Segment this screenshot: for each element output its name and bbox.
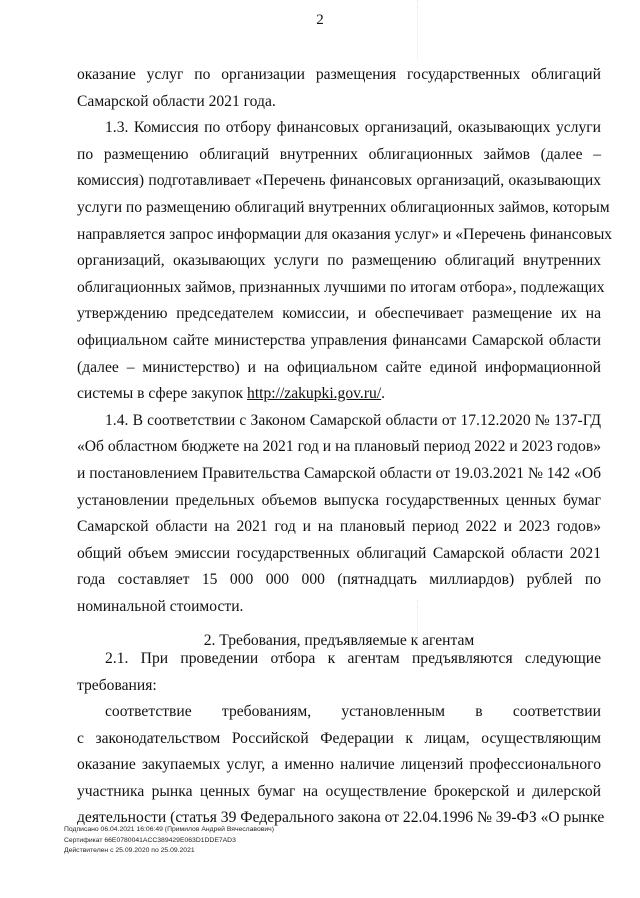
paragraph-block-2 [77,646,601,699]
scan-margin-mark [417,0,418,60]
text-line: организаций, оказывающих услуги по размещению облигаций внутренних [77,252,601,270]
section-title: 2. Требования, предъявляемые к агентам [203,632,475,650]
text-line: года составляет 15 000 000 000 (пятнадцать миллиардов) рублей по [77,571,601,589]
signature-validity-line: Действителен с 25.09.2020 по 25.09.2021 [64,847,195,854]
text-fragment: системы в сфере закупок [77,385,248,403]
text-line [77,381,601,408]
text-line: с законодательством Российской Федерации к лицам, осуществляющим [77,729,601,747]
text-line: по размещению облигаций внутренних облигационных займов (далее – [77,145,601,163]
text-line: Самарской области на 2021 год и на плановый период 2022 и 2023 годов» [77,518,601,536]
text-line: общий объем эмиссии государственных облигаций Самарской области 2021 [77,544,601,562]
paragraph-block-3 [77,699,605,832]
page-number: 2 [316,12,324,28]
text-line: установлении предельных объемов выпуска государственных ценных бумаг [77,491,601,509]
zakupki-link[interactable]: http://zakupki.gov.ru/ [247,385,382,403]
text-line: 1.4. В соответствии с Законом Самарской области от 17.12.2020 № 137-ГД [105,411,601,429]
text-line: (далее – министерство) и на официальном сайте единой информационной [77,358,601,376]
text-line: оказание закупаемых услуг, а именно наличие лицензий профессионального [77,756,601,774]
text-line: Самарской области 2021 года. [77,92,276,110]
digital-signature-stamp [64,825,274,857]
text-line: участника рынка ценных бумаг на осуществление брокерской и дилерской [77,782,601,800]
text-line: 1.3. Комиссия по отбору финансовых организаций, оказывающих услуги [105,119,601,137]
text-line: и постановлением Правительства Самарской области от 19.03.2021 № 142 «Об [77,464,602,482]
signature-signed-line: Подписано 06.04.2021 16:06:49 (Примилов Андрей Вячеславович) [64,826,274,833]
text-line: деятельности (статья 39 Федерального закона от 22.04.1996 № 39-ФЗ «О рынке [77,809,605,827]
paragraph-block-1 [77,62,613,655]
text-line: 2.1. При проведении отбора к агентам предъявляются следующие [105,650,601,667]
text-line: оказание услуг по организации размещения государственных облигаций [77,66,601,83]
text-line: направляется запрос информации для оказания услуг» и «Перечень финансовых [77,225,613,243]
text-line: облигационных займов, признанных лучшими по итогам отбора», подлежащих [77,278,605,296]
text-line: соответствие требованиям, установленным в соответствии [105,703,601,720]
text-line: номинальной стоимости. [77,597,244,615]
text-line: требования: [77,676,157,694]
text-line: услуги по размещению облигаций внутренних облигационных займов, которым [77,198,610,216]
text-line: официальном сайте министерства управления финансами Самарской области [77,331,601,349]
text-line: утверждению председателем комиссии, и обеспечивает размещение их на [77,305,601,323]
text-fragment: . [381,385,386,403]
text-line: комиссия) подготавливает «Перечень финансовых организаций, оказывающих [77,172,601,190]
signature-certificate-line: Сертификат 66E0780041ACC389429E063D1DDE7AD3 [64,836,236,844]
text-line: «Об областном бюджете на 2021 год и на плановый период 2022 и 2023 годов» [77,438,601,456]
